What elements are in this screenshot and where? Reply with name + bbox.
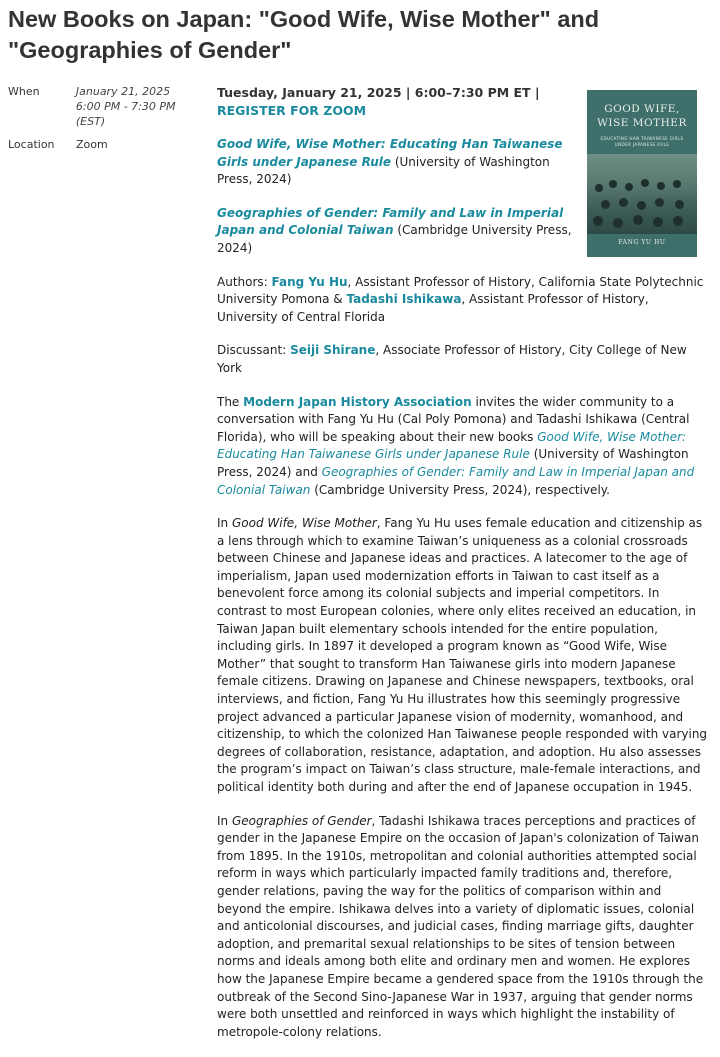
cover-title: GOOD WIFE, WISE MOTHER xyxy=(597,103,687,129)
book-entry-1: Good Wife, Wise Mother: Educating Han Taiwanese Girls under Japanese Rule (University of Washington Press, 2024) xyxy=(217,137,563,187)
description-paragraph-2: In Geographies of Gender, Tadashi Ishikawa traces perceptions and practices of gender in the Japanese Empire on the occasion of Japan's colonization of Taiwan from 1895. In the 1910s, metropolitan and colonial authorities attempted social reform in ways which particularly impacted family traditions and, therefore, gender relations, paving the way for the politics of comparison within and beyond the empire. Ishikawa delves into a variety of diplomatic issues, colonial and anticolonial discourses, and judicial cases, finding marriage gifts, daughter adoption, and premarital sexual relationships to be sites of tension between norms and ideals among both elite and ordinary men and women. He explores how the Japanese Empire became a gendered space from the 1910s through the outbreak of the Second Sino-Japanese War in 1937, arguing that gender norms were both unsettled and reinforced in ways which highlight the instability of metropole-colony relations. xyxy=(217,813,704,1039)
book2-link[interactable]: Geographies of Gender: Family and Law in Imperial Japan and Colonial Taiwan xyxy=(217,205,564,238)
authors-line: Authors: Fang Yu Hu, Assistant Professor of History, California State Polytechnic University Pomona & Tadashi Ishikawa, Assistant Professor of History, University of Central Florida xyxy=(217,274,704,324)
book1-link[interactable]: Good Wife, Wise Mother: Educating Han Taiwanese Girls under Japanese Rule xyxy=(217,137,563,169)
book-entry-2: Geographies of Gender: Family and Law in Imperial Japan and Colonial Taiwan (Cambridge University Press, 2024) xyxy=(217,205,572,255)
location-label: Location xyxy=(8,138,55,151)
when-label: When xyxy=(8,85,40,98)
intro-book2-link[interactable]: Geographies of Gender: Family and Law in Imperial Japan and Colonial Taiwan xyxy=(217,464,695,497)
event-headline: Tuesday, January 21, 2025 | 6:00–7:30 PM ET | REGISTER FOR ZOOM xyxy=(217,85,540,118)
description-paragraph-1: In Good Wife, Wise Mother, Fang Yu Hu uses female education and citizenship as a lens through which to examine Taiwan’s uniqueness as a colonial crossroads between Chinese and Japanese ideas and practices. A latecomer to the age of imperialism, Japan used modernization efforts in Taiwan to cast itself as a benevolent force among its colonial subjects and imperial competitors. In contrast to most European colonies, where only elites received an education, in Taiwan Japan built elementary schools intended for the entire population, including girls. In 1897 it developed a program known as “Good Wife, Wise Mother” that sought to transform Han Taiwanese girls into modern Japanese female citizens. Drawing on Japanese and Chinese newspapers, textbooks, oral interviews, and fiction, Fang Yu Hu illustrates how this seemingly progressive project advanced a particular Japanese vision of modernity, womanhood, and citizenship, to which the colonized Han Taiwanese people responded with varying degrees of collaboration, resistance, adaptation, and adoption. Hu also assesses the program’s impact on Taiwan’s class structure, male-female interactions, and political identity both during and after the end of Japanese occupation in 1945. xyxy=(217,516,708,794)
cover-subtitle: EDUCATING HAN TAIWANESE GIRLS UNDER JAPANESE RULE xyxy=(600,136,684,147)
intro-paragraph: The Modern Japan History Association invites the wider community to a conversation with Fang Yu Hu (Cal Poly Pomona) and Tadashi Ishikawa (Central Florida), who will be speaking about their new books Good Wife, Wise Mother: Educating Han Taiwanese Girls under Japanese Rule (University of Washington Press, 2024) and Geographies of Gender: Family and Law in Imperial Japan and Colonial Taiwan (Cambridge University Press, 2024), respectively. xyxy=(217,394,695,497)
event-meta xyxy=(8,84,208,160)
when-value xyxy=(76,84,208,129)
author-tadashi-ishikawa-link[interactable]: Tadashi Ishikawa xyxy=(346,292,462,307)
when-row xyxy=(8,84,208,129)
event-date: January 21, 2025 xyxy=(75,85,171,98)
location-value: Zoom xyxy=(76,138,108,151)
cover-author: FANG YU HU xyxy=(618,239,666,246)
page-title: New Books on Japan: "Good Wife, Wise Mother" and "Geographies of Gender" xyxy=(8,6,600,63)
discussant-link[interactable]: Seiji Shirane xyxy=(290,343,376,358)
location-row xyxy=(8,137,208,152)
intro-book1-link[interactable]: Good Wife, Wise Mother: Educating Han Taiwanese Girls under Japanese Rule xyxy=(217,429,687,462)
author-fang-yu-hu-link[interactable]: Fang Yu Hu xyxy=(271,274,348,289)
event-time: 6:00 PM - 7:30 PM (EST) xyxy=(75,100,176,128)
mjha-link[interactable]: Modern Japan History Association xyxy=(243,394,472,409)
event-description xyxy=(217,84,709,1057)
register-zoom-link[interactable]: REGISTER FOR ZOOM xyxy=(217,103,367,118)
discussant-line: Discussant: Seiji Shirane, Associate Professor of History, City College of New York xyxy=(217,343,687,375)
